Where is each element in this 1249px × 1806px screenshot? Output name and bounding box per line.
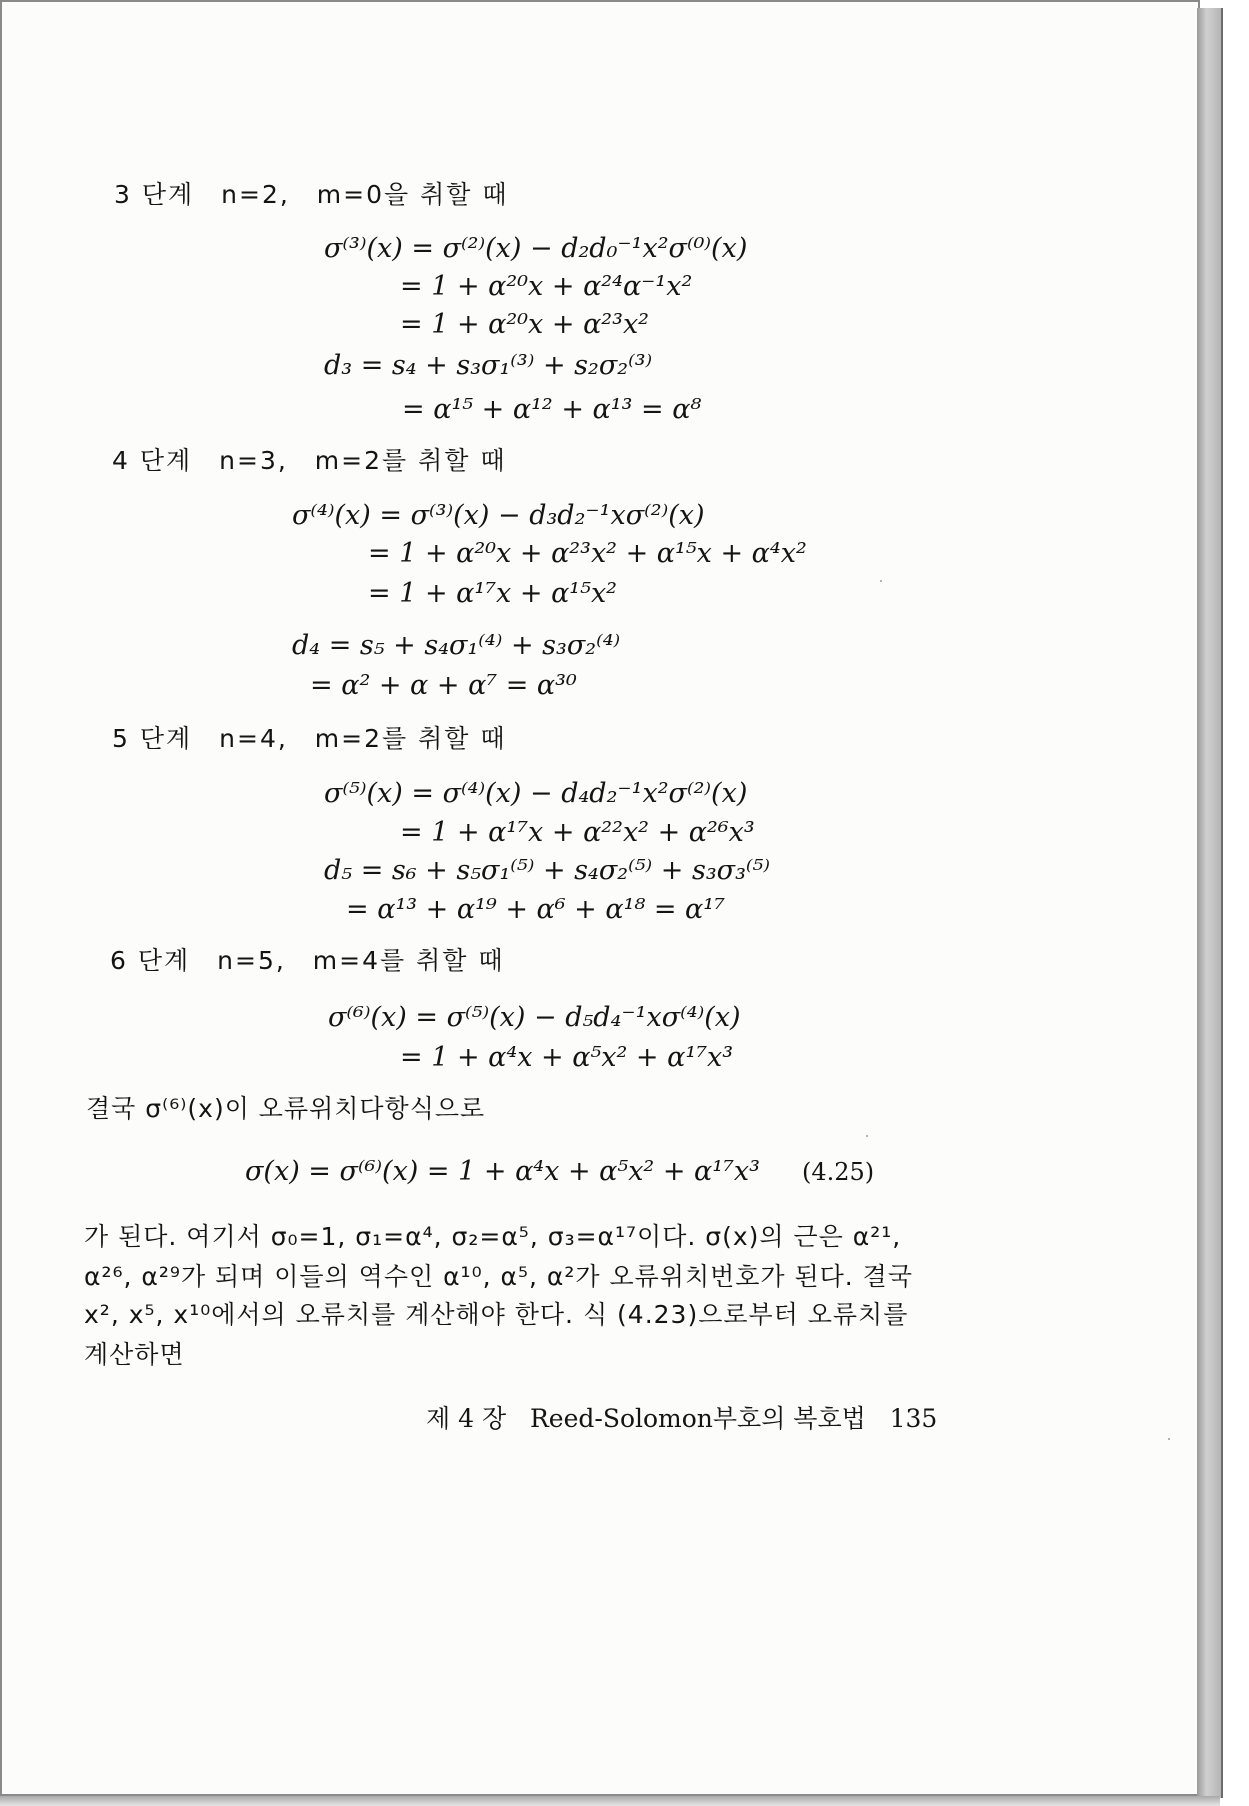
- error-locator-equation: σ(x) = σ⁽⁶⁾(x) = 1 + α⁴x + α⁵x² + α¹⁷x³: [245, 1156, 760, 1187]
- footer-title: Reed-Solomon부호의 복호법: [529, 1404, 866, 1433]
- step-3-discrepancy-value: = α¹⁵ + α¹² + α¹³ = α⁸: [402, 394, 702, 425]
- step-3-sigma-expand: = 1 + α²⁰x + α²⁴α⁻¹x²: [400, 271, 693, 302]
- step-4-discrepancy-value: = α² + α + α⁷ = α³⁰: [310, 670, 577, 701]
- paragraph-line-3: x², x⁵, x¹⁰에서의 오류치를 계산해야 한다. 식 (4.23)으로부터 오류치를: [84, 1300, 909, 1329]
- step-4-sigma-expand: = 1 + α²⁰x + α²³x² + α¹⁵x + α⁴x²: [368, 538, 807, 569]
- page-edge-shadow: [1197, 8, 1223, 1798]
- step-4-sigma-result: = 1 + α¹⁷x + α¹⁵x²: [368, 578, 617, 609]
- scan-speck: [880, 580, 882, 582]
- step-4-discrepancy-def: d₄ = s₅ + s₄σ₁⁽⁴⁾ + s₃σ₂⁽⁴⁾: [292, 630, 621, 661]
- step-3-sigma-result: = 1 + α²⁰x + α²³x²: [400, 309, 649, 340]
- equation-number: (4.25): [802, 1158, 875, 1186]
- step-5-sigma-def: σ⁽⁵⁾(x) = σ⁽⁴⁾(x) − d₄d₂⁻¹x²σ⁽²⁾(x): [324, 778, 748, 809]
- step-6-heading: 6 단계 n=5, m=4를 취할 때: [110, 946, 505, 975]
- page-number: 135: [889, 1404, 938, 1433]
- step-6-sigma-def: σ⁽⁶⁾(x) = σ⁽⁵⁾(x) − d₅d₄⁻¹xσ⁽⁴⁾(x): [328, 1002, 741, 1033]
- step-4-heading: 4 단계 n=3, m=2를 취할 때: [112, 446, 507, 475]
- scan-speck: [1168, 1438, 1170, 1440]
- step-5-discrepancy-def: d₅ = s₆ + s₅σ₁⁽⁵⁾ + s₄σ₂⁽⁵⁾ + s₃σ₃⁽⁵⁾: [324, 855, 771, 886]
- paragraph-line-2: α²⁶, α²⁹가 되며 이들의 역수인 α¹⁰, α⁵, α²가 오류위치번호가 된다. 결국: [84, 1262, 913, 1291]
- conclusion-intro: 결국 σ⁽⁶⁾(x)이 오류위치다항식으로: [86, 1094, 486, 1123]
- page-bottom-edge: [0, 1796, 1220, 1806]
- footer-chapter: 제 4 장: [426, 1404, 507, 1433]
- step-5-sigma-result: = 1 + α¹⁷x + α²²x² + α²⁶x³: [400, 817, 755, 848]
- step-5-discrepancy-value: = α¹³ + α¹⁹ + α⁶ + α¹⁸ = α¹⁷: [346, 894, 725, 925]
- step-4-sigma-def: σ⁽⁴⁾(x) = σ⁽³⁾(x) − d₃d₂⁻¹xσ⁽²⁾(x): [292, 500, 705, 531]
- step-6-sigma-result: = 1 + α⁴x + α⁵x² + α¹⁷x³: [400, 1042, 734, 1073]
- step-5-heading: 5 단계 n=4, m=2를 취할 때: [112, 724, 507, 753]
- step-3-heading: 3 단계 n=2, m=0을 취할 때: [114, 180, 509, 209]
- paragraph-line-4: 계산하면: [84, 1340, 185, 1369]
- step-3-discrepancy-def: d₃ = s₄ + s₃σ₁⁽³⁾ + s₂σ₂⁽³⁾: [324, 350, 653, 381]
- paragraph-line-1: 가 된다. 여기서 σ₀=1, σ₁=α⁴, σ₂=α⁵, σ₃=α¹⁷이다. σ(x)의 근은 α²¹,: [84, 1222, 902, 1251]
- scan-speck: [866, 1135, 868, 1137]
- running-footer: [426, 1406, 937, 1431]
- step-3-sigma-def: σ⁽³⁾(x) = σ⁽²⁾(x) − d₂d₀⁻¹x²σ⁽⁰⁾(x): [324, 233, 748, 264]
